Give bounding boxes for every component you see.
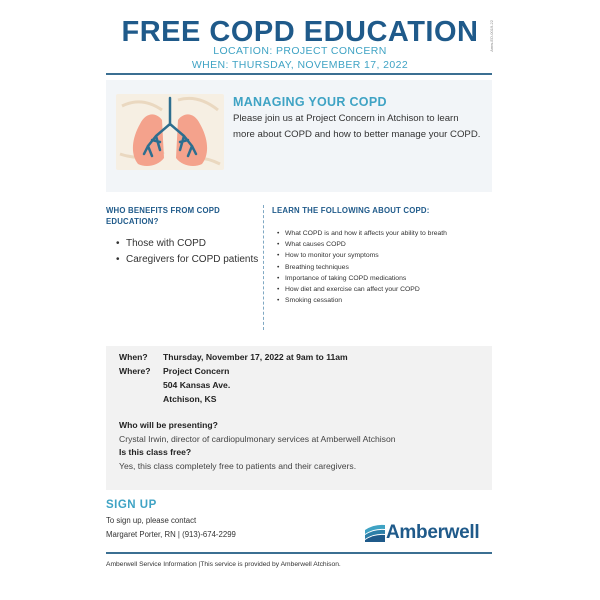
list-item: • What COPD is and how it affects your ability to breath [275,228,487,239]
list-item: • Those with COPD [114,236,260,251]
learn-heading: LEARN THE FOLLOWING ABOUT COPD: [272,206,430,215]
where-line: Atchison, KS [163,394,217,404]
header-divider [106,73,492,75]
lungs-icon [116,94,224,170]
presenter-question: Who will be presenting? [119,420,218,430]
free-question: Is this class free? [119,447,192,457]
where-line: Project Concern [163,366,230,376]
amberwell-logo-icon [364,521,386,543]
document-code: Amw-ED-0019-22 [489,20,494,52]
footer-divider [106,552,492,554]
list-item: • Smoking cessation [275,295,487,306]
learn-list [275,228,487,306]
benefits-list [114,236,260,268]
signup-heading: SIGN UP [106,499,157,511]
free-answer: Yes, this class completely free to patients and their caregivers. [119,461,357,471]
column-divider [263,205,264,330]
signup-text [106,514,236,542]
list-item: • Breathing techniques [275,262,487,273]
date-line: WHEN: THURSDAY, NOVEMBER 17, 2022 [191,59,409,71]
intro-heading: MANAGING YOUR COPD [233,95,387,109]
list-item: • How diet and exercise can affect your COPD [275,284,487,295]
list-item: • How to monitor your symptoms [275,250,487,261]
signup-contact: Margaret Porter, RN | (913)-674-2299 [106,530,236,539]
when-value: Thursday, November 17, 2022 at 9am to 11am [163,352,348,362]
where-label: Where? [119,366,151,376]
page-title: FREE COPD EDUCATION [121,16,479,48]
where-line: 504 Kansas Ave. [163,380,231,390]
presenter-answer: Crystal Irwin, director of cardiopulmonary services at Amberwell Atchison [119,434,396,444]
footer-text: Amberwell Service Information |This service is provided by Amberwell Atchison. [106,561,341,568]
list-item: • What causes COPD [275,239,487,250]
list-item: • Caregivers for COPD patients [114,252,260,267]
when-label: When? [119,352,148,362]
list-item: • Importance of taking COPD medications [275,273,487,284]
brand-name: Amberwell [386,522,480,543]
benefits-heading: WHO BENEFITS FROM COPD EDUCATION? [106,206,220,226]
location-line: LOCATION: PROJECT CONCERN [213,45,387,57]
signup-line: To sign up, please contact [106,516,197,525]
intro-body: Please join us at Project Concern in Atchison to learn more about COPD and how to better manage your COPD. [233,113,481,140]
